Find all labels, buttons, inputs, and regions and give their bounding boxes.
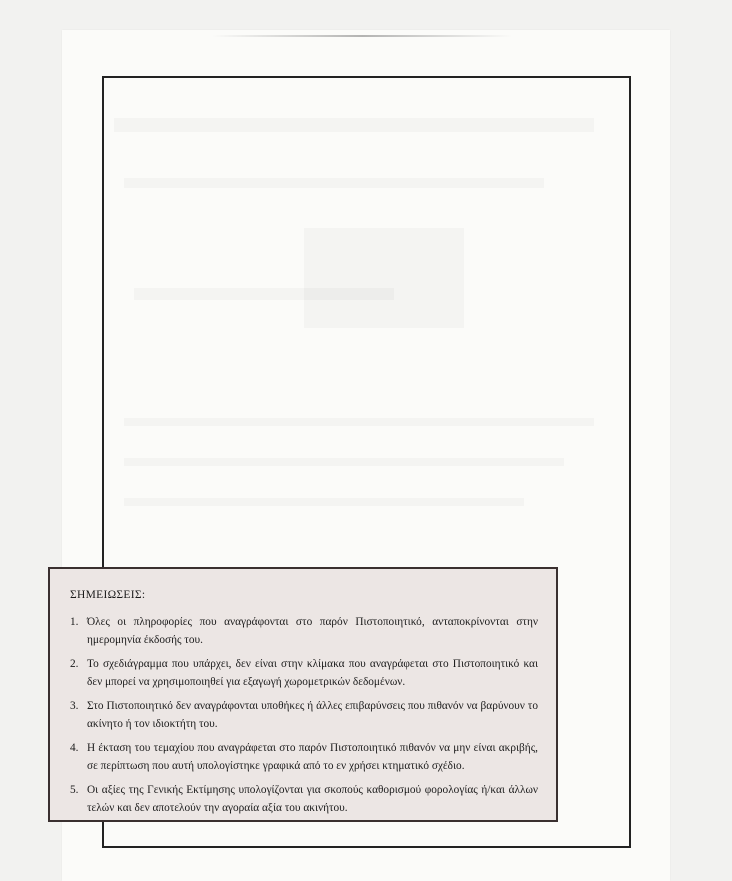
note-number: 5. [70, 784, 79, 796]
show-through-line [124, 418, 594, 426]
note-number: 4. [70, 742, 79, 754]
note-text: Η έκταση του τεμαχίου που αναγράφεται στο παρόν Πιστοποιητικό πιθανόν να μην είναι ακριβής, σε περίπτωση που αυτή υπολογίστηκε γραφικά από το εν χρήσει κτηματικό σχέδιο. [87, 742, 538, 772]
notes-title: ΣΗΜΕΙΩΣΕΙΣ: [70, 589, 146, 601]
note-text: Στο Πιστοποιητικό δεν αναγράφονται υποθήκες ή άλλες επιβαρύνσεις που πιθανόν να βαρύνουν το ακίνητο ή τον ιδιοκτήτη του. [87, 700, 538, 730]
show-through-line [124, 178, 544, 188]
show-through-line [114, 118, 594, 132]
note-number: 2. [70, 658, 79, 670]
note-number: 1. [70, 616, 79, 628]
notes-box [48, 567, 558, 822]
note-item [70, 655, 538, 691]
note-item [70, 781, 538, 817]
show-through-box [304, 228, 464, 328]
note-item [70, 697, 538, 733]
note-text: Οι αξίες της Γενικής Εκτίμησης υπολογίζονται για σκοπούς καθορισμού φορολογίας ή/και άλλων τελών και δεν αποτελούν την αγοραία αξία του ακινήτου. [87, 784, 538, 814]
notes-list [70, 613, 538, 817]
show-through-line [134, 288, 394, 300]
top-rule [212, 35, 512, 37]
note-number: 3. [70, 700, 79, 712]
note-text: Το σχεδιάγραμμα που υπάρχει, δεν είναι στην κλίμακα που αναγράφεται στο Πιστοποιητικό και δεν μπορεί να χρησιμοποιηθεί για εξαγωγή χωρομετρικών δεδομένων. [87, 658, 538, 688]
note-item [70, 613, 538, 649]
show-through-line [124, 458, 564, 466]
note-text: Όλες οι πληροφορίες που αναγράφονται στο παρόν Πιστοποιητικό, ανταποκρίνονται στην ημερομηνία έκδοσής του. [87, 616, 538, 646]
note-item [70, 739, 538, 775]
show-through-line [124, 498, 524, 506]
